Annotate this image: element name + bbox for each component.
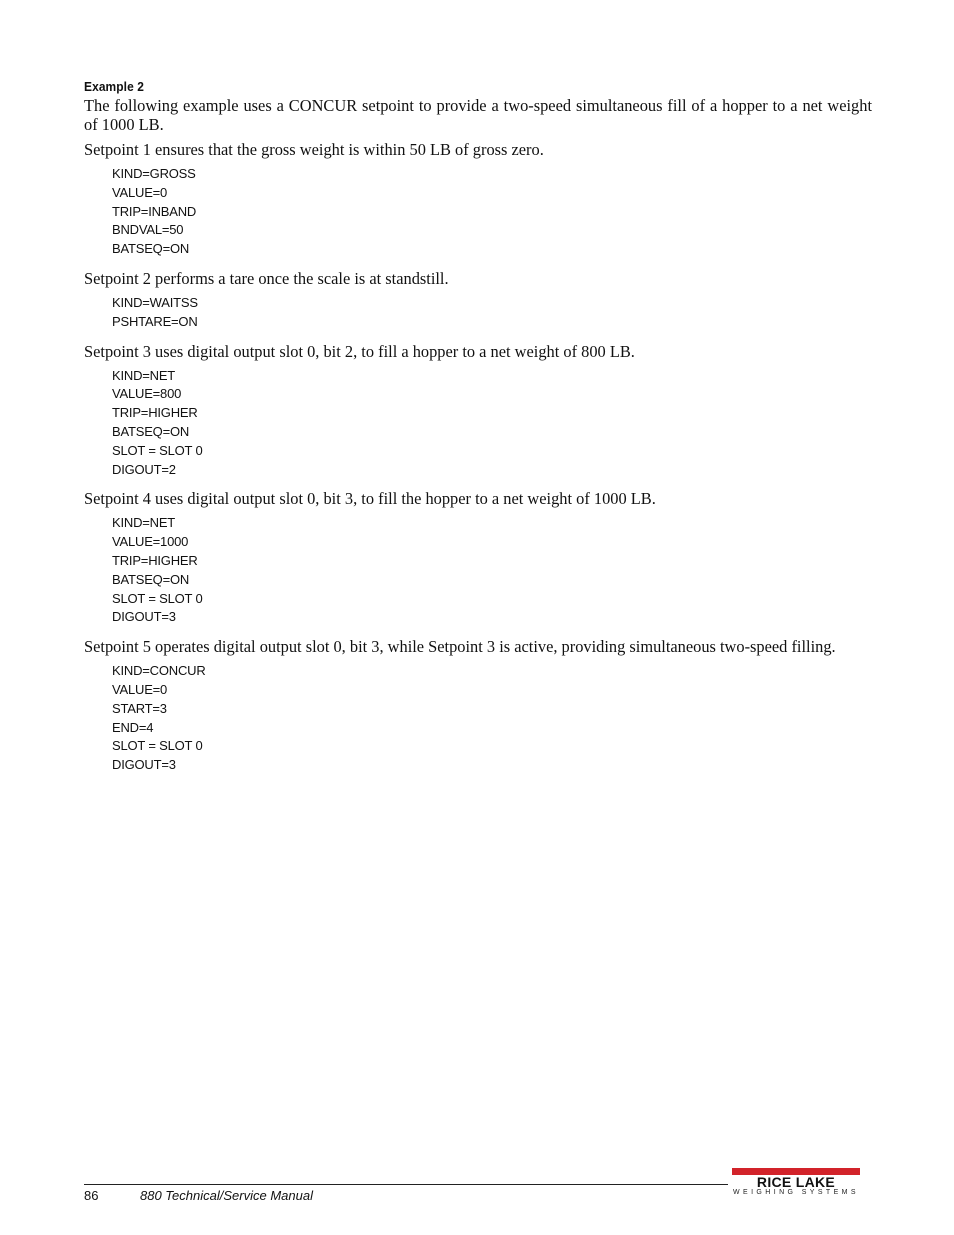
param-line: DIGOUT=3 [112,757,176,773]
param-line: VALUE=0 [112,681,168,697]
setpoint-3-description: Setpoint 3 uses digital output slot 0, bit 2, to fill a hopper to a net weight of 800 LB. [84,341,635,361]
setpoint-5-params [112,662,872,775]
param-line: KIND=CONCUR [112,663,206,679]
param-line: KIND=GROSS [112,166,196,181]
param-line: KIND=NET [112,367,176,383]
param-line: DIGOUT=2 [112,461,176,477]
document-body [84,78,872,775]
param-line: SLOT = SLOT 0 [112,442,203,458]
setpoint-2-params [112,294,872,332]
section-heading: Example 2 [84,79,145,94]
param-line: KIND=WAITSS [112,294,198,310]
param-line: SLOT = SLOT 0 [112,590,203,606]
setpoint-4-params [112,514,872,627]
param-line: START=3 [112,700,167,716]
setpoint-5-description: Setpoint 5 operates digital output slot 0, bit 3, while Setpoint 3 is active, providing simultaneous two-speed filling. [84,637,836,657]
setpoint-2-description: Setpoint 2 performs a tare once the scale is at standstill. [84,268,449,288]
logo-wordmark: RICE LAKE [756,1174,836,1190]
param-line: PSHTARE=ON [112,313,198,329]
logo-tagline: WEIGHING SYSTEMS [733,1189,859,1196]
manual-title: 880 Technical/Service Manual [140,1188,313,1203]
intro-paragraph: The following example uses a CONCUR setpoint to provide a two-speed simultaneous fill of a hopper to a net weight of 1000 LB. [84,96,872,134]
setpoint-3-params [112,367,872,480]
param-line: BNDVAL=50 [112,222,184,238]
param-line: VALUE=1000 [112,534,189,550]
param-line: BATSEQ=ON [112,241,190,257]
param-line: KIND=NET [112,515,176,531]
setpoint-4-description: Setpoint 4 uses digital output slot 0, bit 3, to fill the hopper to a net weight of 1000 LB. [84,489,656,509]
param-line: BATSEQ=ON [112,571,190,587]
page-number: 86 [84,1188,99,1203]
setpoint-1-description: Setpoint 1 ensures that the gross weight is within 50 LB of gross zero. [84,140,544,159]
param-line: DIGOUT=3 [112,609,176,625]
param-line: SLOT = SLOT 0 [112,738,203,754]
param-line: VALUE=800 [112,386,182,402]
param-line: VALUE=0 [112,184,168,200]
param-line: TRIP=HIGHER [112,552,198,568]
param-line: END=4 [112,719,154,735]
param-line: TRIP=INBAND [112,203,197,219]
rice-lake-logo [728,1167,864,1197]
param-line: BATSEQ=ON [112,423,190,439]
setpoint-1-params [112,165,872,259]
param-line: TRIP=HIGHER [112,405,198,421]
